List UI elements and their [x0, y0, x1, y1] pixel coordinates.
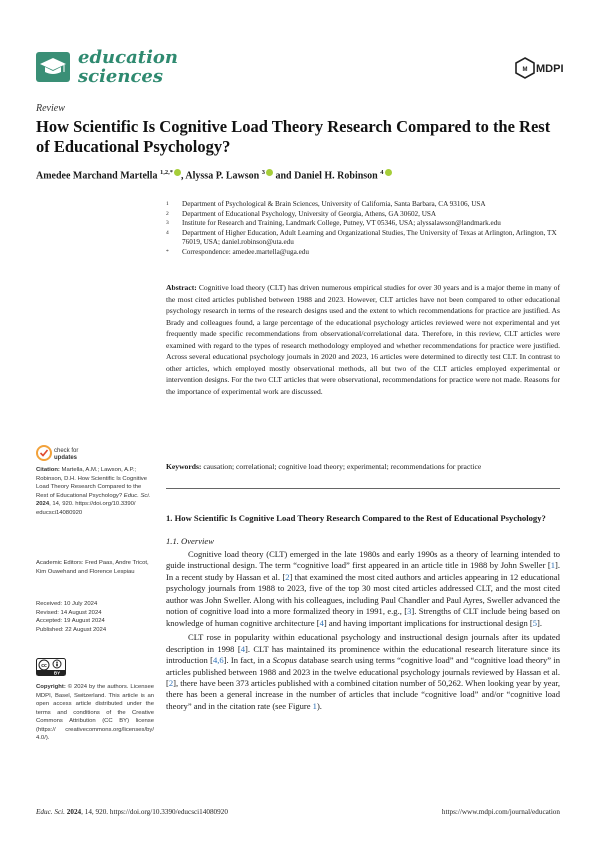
reference-link[interactable]: 4: [240, 643, 245, 654]
copyright-label: Copyright:: [36, 684, 66, 690]
orcid-icon[interactable]: [385, 169, 392, 176]
abstract: [166, 282, 560, 397]
text-run: ], there have been 373 articles published with a combined citation number of 50,262. When looking year by year, there has been a general increase in the number of articles that include “cognitive load” and/or “cognitive load theory” and in the citation rate (see Figure: [166, 677, 560, 711]
journal-name-line2: sciences: [78, 66, 164, 87]
svg-text:updates: updates: [54, 455, 78, 461]
footer-doi-link[interactable]: , 14, 920. https://doi.org/10.3390/educsci14080920: [81, 808, 228, 816]
affiliation-item: 4 Department of Higher Education, Adult Learning and Organizational Studies, The University of Texas at Arlington, Arlington, TX 76019, USA; daniel.robinson@uta.edu: [166, 228, 557, 247]
publisher-logo: [514, 57, 564, 79]
svg-text:M: M: [522, 67, 528, 73]
check-for-updates-icon: [36, 444, 96, 462]
author-affiliation-marker: 3: [261, 169, 265, 176]
reference-link[interactable]: 4,6: [212, 655, 224, 666]
italic-text: Scopus: [272, 655, 297, 666]
subsection-heading: 1.1. Overview: [166, 536, 214, 546]
orcid-icon[interactable]: [174, 169, 181, 176]
date-accepted: Accepted: 19 August 2024: [36, 618, 105, 624]
orcid-icon[interactable]: [266, 169, 273, 176]
publication-dates: [36, 600, 154, 634]
reference-link[interactable]: 2: [285, 571, 290, 582]
affiliation-item: 3 Institute for Research and Training, Landmark College, Putney, VT 05346, USA; alyssalawson@landmark.edu: [166, 219, 501, 228]
citation-label: Citation:: [36, 467, 60, 473]
author-name[interactable]: Daniel H. Robinson: [294, 170, 378, 182]
graduation-cap-icon: [39, 56, 67, 78]
text-run: ]. In fact, in a: [223, 655, 273, 666]
affiliation-item: * Correspondence: amedee.martella@uga.edu: [166, 247, 309, 256]
text-run: CLT rose in popularity within educational psychology and instructional design journals after its updated description in 1998 [: [166, 632, 560, 654]
svg-text:MDPI: MDPI: [536, 63, 564, 75]
author-affiliation-marker: 4: [380, 169, 384, 176]
journal-logo-icon: [36, 52, 70, 82]
reference-link[interactable]: 4: [319, 617, 324, 628]
journal-name: [78, 48, 178, 86]
author-affiliation-marker: 1,2,*: [159, 169, 173, 176]
affiliation-item: 1 Department of Psychological & Brain Sciences, University of California, Santa Barbara, CA 93106, USA: [166, 200, 486, 208]
citation-doi-link[interactable]: , 14, 920. https://doi.org/10.3390/ educsci14080920: [36, 501, 136, 516]
affiliations: [166, 200, 566, 258]
text-run: Cognitive load theory (CLT) emerged in the late 1980s and early 1990s as a theory of learning intended to guide instructional design. The term “cognitive load” first appeared in an article title in 1988 by John Sweller [: [166, 549, 560, 571]
keywords: [166, 461, 560, 472]
text-run: database search using terms “cognitive load” and “cognitive load theory” in articles published between 1988 and 2023 in the twelve educational psychology journals reviewed by Hassan et al. [: [166, 655, 560, 688]
mdpi-logo-icon: [514, 57, 564, 79]
paragraph: [166, 549, 560, 629]
creative-commons-icon[interactable]: [36, 658, 66, 676]
date-received: Received: 10 July 2024: [36, 601, 98, 607]
article-title: How Scientific Is Cognitive Load Theory Research Compared to the Rest of Educational Psychology?: [36, 117, 551, 156]
copyright-notice: Copyright: © 2024 by the authors. Licensee MDPI, Basel, Switzerland. This article is an open access article distributed under the terms and conditions of the Creative Commons Attribution (CC BY) license (https:// creativecommons.org/licenses/by/ 4.0/).: [36, 684, 154, 741]
reference-link[interactable]: 2: [168, 677, 174, 688]
reference-link[interactable]: 1: [550, 560, 556, 571]
keywords-label: Keywords:: [166, 462, 202, 471]
affiliation-item: 2 Department of Educational Psychology, University of Georgia, Athens, GA 30602, USA: [166, 209, 437, 218]
author-list: Amedee Marchand Martella $^{1,2,*}$ , Alyssa P. Lawson $^3$ and Daniel H. Robinson $^4$: [36, 166, 566, 182]
footer-journal-url[interactable]: https://www.mdpi.com/journal/education: [441, 808, 560, 816]
date-published: Published: 22 August 2024: [36, 626, 107, 633]
reference-link[interactable]: 3: [407, 606, 412, 617]
keywords-text: causation; correlational; cognitive load theory; experimental; recommendations for practice: [203, 462, 482, 471]
abstract-label: Abstract:: [166, 283, 197, 292]
citation-block: Citation: Martella, A.M.; Lawson, A.P.; Robinson, D.H. How Scientific Is Cognitive Load Theory Research Compared to the Rest of Educational Psychology? Educ. Sci. 2024, 14, 920. https://doi.org/10.3390/ educsci14080920: [36, 467, 151, 516]
text-run: ].: [537, 617, 542, 628]
cc-by-icon: [36, 658, 66, 676]
author-name[interactable]: Amedee Marchand Martella: [36, 170, 158, 182]
footer-citation: Educ. Sci. 2024, 14, 920. https://doi.org/10.3390/educsci14080920: [36, 808, 228, 816]
paragraph: [166, 632, 560, 712]
article-type: Review: [36, 103, 65, 114]
svg-text:check for: check for: [54, 448, 79, 454]
reference-link[interactable]: 1: [312, 700, 317, 711]
body-text: [166, 549, 560, 715]
text-run: ]. CLT has maintained its prominence within the educational research literature since its introduction [: [166, 643, 561, 666]
date-revised: Revised: 14 August 2024: [36, 609, 102, 616]
journal-name-line1: education: [78, 47, 178, 68]
text-run: ] and having important implications for instructional design [: [323, 617, 533, 628]
abstract-text: Cognitive load theory (CLT) has driven numerous empirical studies for over 30 years and is a major theme in many of the most cited articles published between 1988 and 2023. However, CLT articles have not been compared to other educational psychology research in terms of the research designs used and the extent to which recommendations for practice are justified. As Brady and colleagues found, a large percentage of the educational psychology articles reviewed were not experimental and yet frequently made specific recommendations from observational/correlational data. Therefore, in this review, CLT articles were examined with regard to the types of research methodology employed and whether recommendations for practice were justified. Across several educational psychology journals in 2020 and 2023, 16 articles were determined to directly test CLT. In contrast to other articles, which employed mostly observational methods, all but two of the CLT articles employed experimental or intervention designs. For the two CLT articles that were observational, recommendations for practice were not made. Reasons for the importance of experimental work are discussed.: [166, 283, 560, 396]
svg-text:BY: BY: [53, 670, 61, 676]
author-name[interactable]: Alyssa P. Lawson: [185, 170, 260, 182]
reference-link[interactable]: 5: [532, 617, 538, 628]
text-run: ]. Strengths of CLT include being based on knowledge of human cognitive architecture [: [166, 606, 561, 628]
section-heading: 1. How Scientific Is Cognitive Load Theory Research Compared to the Rest of Educational Psychology?: [166, 513, 546, 523]
check-for-updates-badge[interactable]: [36, 444, 96, 462]
section-divider: [166, 488, 560, 489]
text-run: ] that examined the most cited authors and articles appearing in 12 educational psychology journals from 1988 to 2023, five of the top 30 most cited articles addressed CLT, and the most cited author was John Sweller. Along with his colleagues, including Paul Chandler and Paul Ayres, Sweller advanced the notion of cognitive load into a more formalized theory in 1991, e.g., [: [166, 571, 560, 617]
academic-editors: Academic Editors: Fred Paas, Andre Tricot, Kim Ouwehand and Florence Lespiau: [36, 560, 149, 575]
svg-text:cc: cc: [41, 663, 47, 669]
text-run: ).: [316, 700, 322, 711]
text-run: ]. In a recent study by Hassan et al. [: [166, 560, 560, 582]
